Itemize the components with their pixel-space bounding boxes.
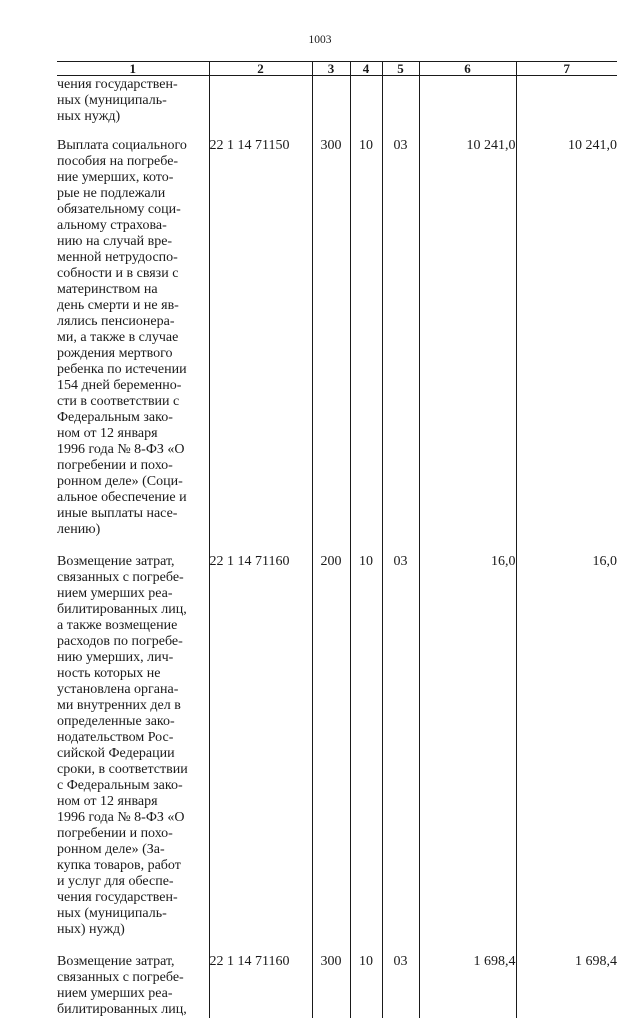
- table-row: [57, 950, 617, 1018]
- expense-type-cell: 300: [312, 950, 350, 1018]
- row-name-text: чения государствен- ных (муниципаль- ных нужд): [57, 77, 178, 124]
- amount-cell-2: 16,0: [516, 550, 617, 950]
- column-header-2: 2: [209, 62, 312, 76]
- column-header-6: 6: [419, 62, 516, 76]
- row-name-cell: [57, 137, 209, 550]
- column-header-1: 1: [57, 62, 209, 76]
- subsection-cell: 03: [382, 550, 419, 950]
- row-name-text: Возмещение затрат, связанных с погребе- нием умерших реа- билитированных лиц,: [57, 954, 187, 1017]
- subsection-cell: 03: [382, 950, 419, 1018]
- section-cell: [350, 76, 382, 138]
- amount-cell-2: 10 241,0: [516, 137, 617, 550]
- amount-cell-1: 10 241,0: [419, 137, 516, 550]
- expense-type-cell: 200: [312, 550, 350, 950]
- amount-cell-1: 1 698,4: [419, 950, 516, 1018]
- row-name-text: Возмещение затрат, связанных с погребе- нием умерших реа- билитированных лиц, а также возмещение расходов по погребе- нию умерших, лич- ность которых не установлена органа- ми внутренних дел в определенные зако- нодательством Рос- сийской Федерации сроки, в соответствии с Федеральным зако- ном от 12 января 1996 года № 8-ФЗ «О погребении и похо- ронном деле» (За- купка товаров, работ и услуг для обеспе- чения государствен- ных (муниципаль- ных) нужд): [57, 554, 188, 937]
- section-cell: 10: [350, 137, 382, 550]
- column-header-4: 4: [350, 62, 382, 76]
- amount-cell-2: [516, 76, 617, 138]
- row-name-cell: [57, 950, 209, 1018]
- budget-table: [57, 61, 617, 1018]
- section-cell: 10: [350, 550, 382, 950]
- row-name-cell: [57, 550, 209, 950]
- table-row: [57, 550, 617, 950]
- amount-cell-1: [419, 76, 516, 138]
- target-code-cell: 22 1 14 71150: [209, 137, 312, 550]
- page-number: 1003: [308, 34, 332, 46]
- subsection-cell: 03: [382, 137, 419, 550]
- expense-type-cell: [312, 76, 350, 138]
- row-name-cell: [57, 76, 209, 138]
- target-code-cell: 22 1 14 71160: [209, 950, 312, 1018]
- amount-cell-2: 1 698,4: [516, 950, 617, 1018]
- table-row: [57, 76, 617, 138]
- section-cell: 10: [350, 950, 382, 1018]
- target-code-cell: 22 1 14 71160: [209, 550, 312, 950]
- table-row: [57, 137, 617, 550]
- table-header-row: [57, 62, 617, 76]
- column-header-5: 5: [382, 62, 419, 76]
- column-header-7: 7: [516, 62, 617, 76]
- amount-cell-1: 16,0: [419, 550, 516, 950]
- target-code-cell: [209, 76, 312, 138]
- subsection-cell: [382, 76, 419, 138]
- expense-type-cell: 300: [312, 137, 350, 550]
- row-name-text: Выплата социального пособия на погребе- ние умерших, кото- рые не подлежали обязательному соци- альному страхова- нию на случай вре- менной нетрудоспо- собности и в связи с материнством на день смерти и не яв- лялись пенсионера- ми, а также в случае рождения мертвого ребенка по истечении 154 дней беременно- сти в соответствии с Федеральным зако- ном от 12 января 1996 года № 8-ФЗ «О погребении и похо- ронном деле» (Соци- альное обеспечение и иные выплаты насе- лению): [57, 138, 187, 537]
- column-header-3: 3: [312, 62, 350, 76]
